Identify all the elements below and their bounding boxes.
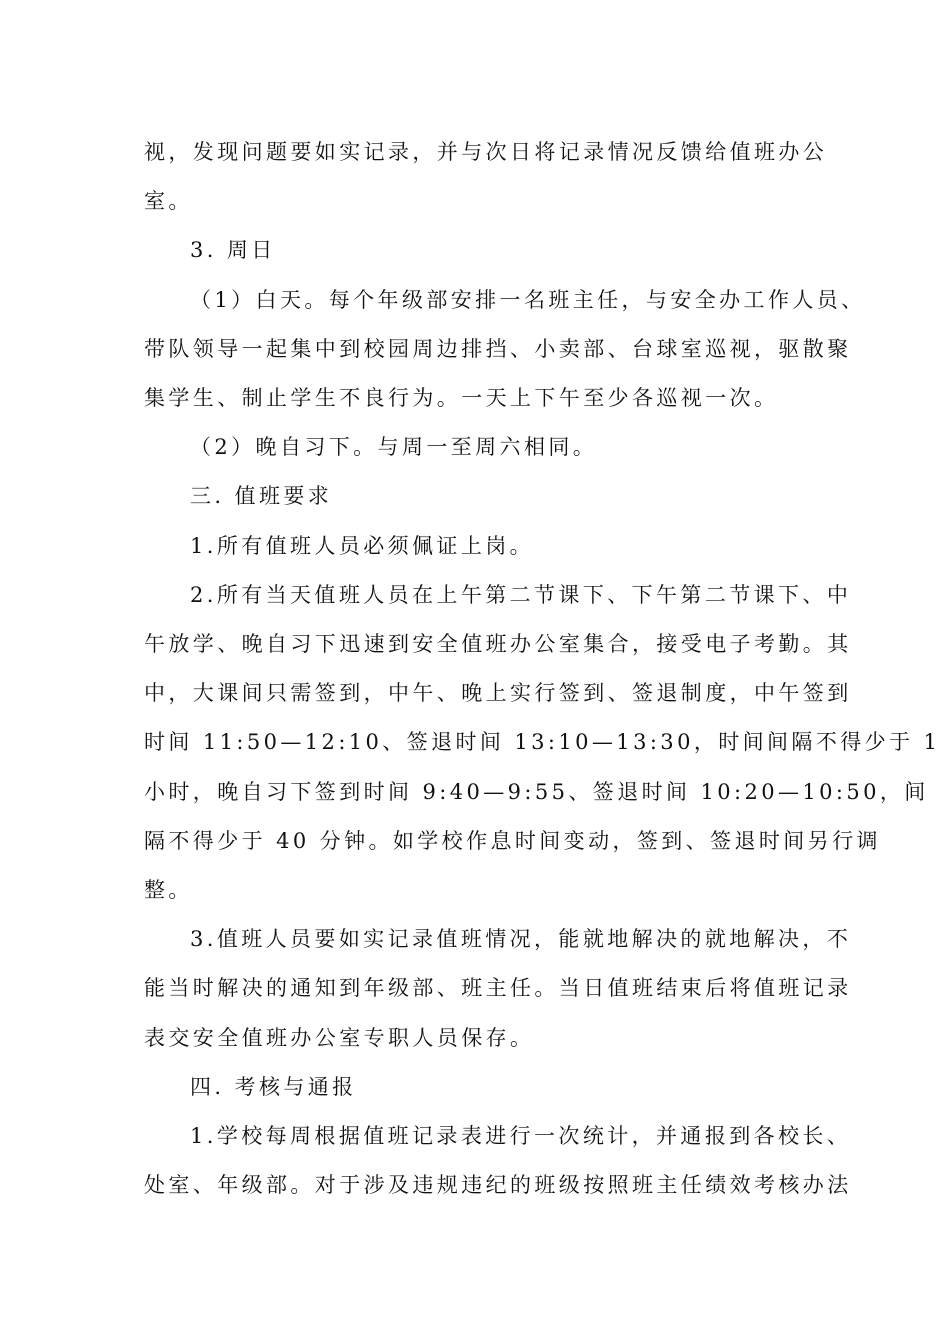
section-heading-duty-requirements: 三. 值班要求: [190, 484, 333, 509]
text-line: 整。: [144, 878, 193, 903]
text-line: 小时，晚自习下签到时间 9:40—9:55、签退时间 10:20—10:50，间: [144, 779, 929, 804]
text-line: 视，发现问题要如实记录，并与次日将记录情况反馈给值班办公: [144, 140, 828, 164]
document-body: [144, 128, 941, 1210]
text-line: 集学生、制止学生不良行为。一天上下午至少各巡视一次。: [144, 386, 779, 411]
text-line: 3.值班人员要如实记录值班情况，能就地解决的就地解决，不: [190, 927, 852, 952]
text-line: 2.所有当天值班人员在上午第二节课下、下午第二节课下、中: [190, 582, 852, 607]
text-line: 1.学校每周根据值班记录表进行一次统计，并通报到各校长、: [190, 1124, 852, 1149]
text-line: （2）晚自习下。与周一至周六相同。: [190, 435, 598, 460]
text-line: 带队领导一起集中到校园周边排挡、小卖部、台球室巡视，驱散聚: [144, 336, 852, 361]
text-line: 中，大课间只需签到，中午、晚上实行签到、签退制度，中午签到: [144, 681, 852, 706]
text-line: 能当时解决的通知到年级部、班主任。当日值班结束后将值班记录: [144, 976, 852, 1001]
text-line: 室。: [144, 189, 193, 214]
text-line: 1.所有值班人员必须佩证上岗。: [190, 533, 535, 558]
text-line: 时间 11:50—12:10、签退时间 13:10—13:30，时间间隔不得少于 1: [144, 730, 941, 755]
text-line: 午放学、晚自习下迅速到安全值班办公室集合，接受电子考勤。其: [144, 632, 852, 657]
text-line: 表交安全值班办公室专职人员保存。: [144, 1025, 535, 1050]
text-line: （1）白天。每个年级部安排一名班主任，与安全办工作人员、: [190, 287, 866, 312]
section-heading-assessment: 四. 考核与通报: [190, 1074, 357, 1099]
text-line: 隔不得少于 40 分钟。如学校作息时间变动，签到、签退时间另行调: [144, 828, 881, 853]
text-line: 处室、年级部。对于涉及违规违纪的班级按照班主任绩效考核办法: [144, 1173, 852, 1198]
section-heading-sunday: 3. 周日: [190, 238, 276, 263]
